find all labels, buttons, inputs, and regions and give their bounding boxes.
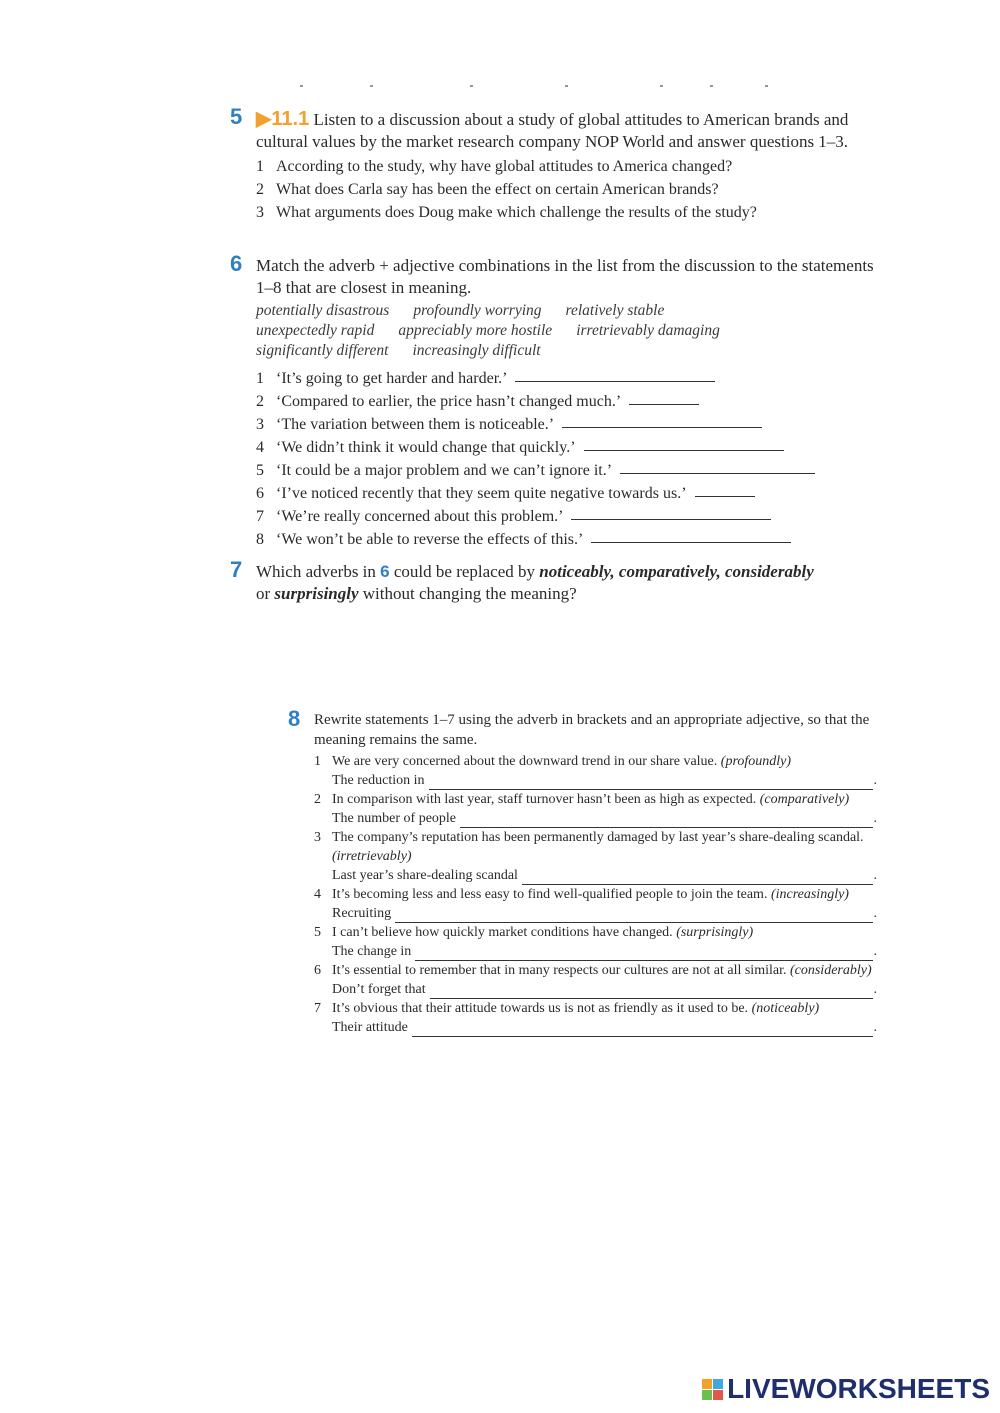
- full-stop: .: [873, 906, 877, 921]
- full-stop: .: [873, 944, 877, 959]
- word-row: [256, 321, 880, 341]
- question-item: [256, 178, 870, 201]
- full-stop: .: [873, 773, 877, 788]
- item-text: In comparison with last year, staff turnover hasn’t been as high as expected.: [332, 792, 757, 807]
- statement-number: 7: [256, 508, 264, 525]
- item-text: It’s obvious that their attitude towards us is not as friendly as it used to be.: [332, 1001, 749, 1016]
- item-body: [332, 923, 877, 961]
- cropped-text-remnant: [300, 85, 780, 91]
- item-body: [332, 752, 877, 790]
- item-number: 3: [314, 830, 321, 845]
- item-prompt: [332, 752, 877, 771]
- full-stop: .: [873, 1020, 877, 1035]
- full-stop: .: [873, 811, 877, 826]
- statement-number: 2: [256, 393, 264, 410]
- word-row: [256, 341, 880, 361]
- answer-blank[interactable]: [460, 815, 872, 828]
- statement-number: 5: [256, 462, 264, 479]
- exercise-6: [230, 251, 880, 551]
- answer-blank[interactable]: [395, 910, 872, 923]
- item-hint: (irretrievably): [332, 849, 412, 864]
- item-number: 2: [314, 792, 321, 807]
- statement-number: 3: [256, 416, 264, 433]
- statement-list: [230, 367, 880, 551]
- question-item: [256, 201, 870, 224]
- word-option: unexpectedly rapid: [256, 322, 375, 339]
- question-number: 1: [256, 158, 264, 175]
- item-number: 1: [314, 754, 321, 769]
- item-hint: (increasingly): [770, 887, 849, 902]
- statement-item: [256, 482, 880, 505]
- item-body: [332, 828, 877, 885]
- question-text: According to the study, why have global attitudes to America changed?: [276, 158, 733, 175]
- answer-line: [332, 866, 877, 885]
- word-option: significantly different: [256, 342, 389, 359]
- word-option: profoundly worrying: [413, 302, 542, 319]
- statement-text: ‘The variation between them is noticeable.’: [276, 416, 555, 433]
- question-number: 2: [256, 181, 264, 198]
- answer-lead: Don’t forget that: [332, 982, 426, 997]
- word-row: [256, 301, 880, 321]
- word-box: [256, 301, 880, 361]
- item-hint: (surprisingly): [676, 925, 754, 940]
- word-option: increasingly difficult: [412, 342, 541, 359]
- statement-number: 6: [256, 485, 264, 502]
- item-prompt: [332, 828, 877, 866]
- rewrite-list: [288, 752, 888, 1037]
- word-option: relatively stable: [565, 302, 665, 319]
- exercise-instruction: Match the adverb + adjective combinations in the list from the discussion to the statements 1–8 that are closest in meaning.: [256, 256, 874, 297]
- exercise-5: [230, 104, 870, 224]
- statement-item: [256, 528, 880, 551]
- item-text: It’s essential to remember that in many respects our cultures are not at all similar.: [332, 963, 787, 978]
- answer-line: [332, 904, 877, 923]
- statement-number: 4: [256, 439, 264, 456]
- item-hint: (considerably): [789, 963, 872, 978]
- statement-text: ‘It could be a major problem and we can’t ignore it.’: [276, 462, 613, 479]
- answer-line: [332, 1018, 877, 1037]
- exercise-instruction: ▶11.1 Listen to a discussion about a study of global attitudes to American brands and cultural values by the market research company NOP World and answer questions 1–3.: [256, 108, 849, 151]
- audio-track-label[interactable]: ▶11.1: [256, 108, 310, 130]
- full-stop: .: [873, 868, 877, 883]
- item-text: The company’s reputation has been permanently damaged by last year’s share-dealing scandal.: [332, 830, 864, 845]
- word-option: potentially disastrous: [256, 302, 390, 319]
- statement-item: [256, 413, 880, 436]
- answer-blank[interactable]: [591, 528, 791, 543]
- exercise-number: 5: [230, 104, 243, 129]
- statement-text: ‘It’s going to get harder and harder.’: [276, 370, 508, 387]
- item-prompt: [332, 961, 877, 980]
- statement-text: ‘We didn’t think it would change that quickly.’: [276, 439, 576, 456]
- exercise-number: 7: [230, 557, 243, 582]
- exercise-reference: 6: [380, 562, 390, 581]
- question-number: 3: [256, 204, 264, 221]
- answer-blank[interactable]: [430, 986, 873, 999]
- item-text: It’s becoming less and less easy to find well-qualified people to join the team.: [332, 887, 768, 902]
- answer-line: [332, 942, 877, 961]
- statement-item: [256, 505, 880, 528]
- answer-line: [332, 809, 877, 828]
- word-option: irretrievably damaging: [576, 322, 720, 339]
- answer-blank[interactable]: [571, 505, 771, 520]
- word-option: appreciably more hostile: [398, 322, 553, 339]
- statement-number: 1: [256, 370, 264, 387]
- answer-lead: The number of people: [332, 811, 457, 826]
- answer-blank[interactable]: [412, 1024, 873, 1037]
- item-body: [332, 885, 877, 923]
- answer-blank[interactable]: [629, 390, 699, 405]
- answer-blank[interactable]: [515, 367, 715, 382]
- exercise-8: [288, 706, 888, 1037]
- statement-text: ‘We’re really concerned about this problem.’: [276, 508, 564, 525]
- statement-text: ‘Compared to earlier, the price hasn’t changed much.’: [276, 393, 622, 410]
- item-hint: (comparatively): [759, 792, 850, 807]
- answer-blank[interactable]: [429, 777, 873, 790]
- answer-lead: Recruiting: [332, 906, 392, 921]
- item-prompt: [332, 790, 877, 809]
- item-hint: (profoundly): [720, 754, 792, 769]
- exercise-number: 6: [230, 251, 243, 276]
- answer-blank[interactable]: [522, 872, 873, 885]
- answer-lead: The reduction in: [332, 773, 425, 788]
- exercise-7: [230, 557, 830, 605]
- item-number: 7: [314, 1001, 321, 1016]
- item-body: [332, 999, 877, 1037]
- answer-lead: The change in: [332, 944, 412, 959]
- statement-text: ‘I’ve noticed recently that they seem quite negative towards us.’: [276, 485, 687, 502]
- statement-text: ‘We won’t be able to reverse the effects of this.’: [276, 531, 584, 548]
- item-number: 5: [314, 925, 321, 940]
- answer-blank[interactable]: [584, 436, 784, 451]
- liveworksheets-logo: [702, 1373, 990, 1405]
- full-stop: .: [873, 982, 877, 997]
- statement-item: [256, 390, 880, 413]
- item-number: 4: [314, 887, 321, 902]
- answer-blank[interactable]: [415, 948, 872, 961]
- question-item: [256, 155, 870, 178]
- exercise-number: 8: [288, 706, 301, 731]
- rewrite-item: [314, 828, 888, 885]
- item-text: I can’t believe how quickly market conditions have changed.: [332, 925, 673, 940]
- statement-number: 8: [256, 531, 264, 548]
- logo-text: LIVEWORKSHEETS: [727, 1373, 990, 1404]
- item-hint: (noticeably): [751, 1001, 820, 1016]
- rewrite-item: [314, 923, 888, 961]
- answer-lead: Last year’s share-dealing scandal: [332, 868, 518, 883]
- statement-item: [256, 459, 880, 482]
- item-prompt: [332, 999, 877, 1018]
- answer-lead: Their attitude: [332, 1020, 408, 1035]
- answer-blank[interactable]: [695, 482, 755, 497]
- answer-blank[interactable]: [620, 459, 815, 474]
- question-text: What does Carla say has been the effect on certain American brands?: [276, 181, 719, 198]
- exercise-instruction: Rewrite statements 1–7 using the adverb in brackets and an appropriate adjective, so that the meaning remains the same.: [314, 712, 870, 748]
- answer-blank[interactable]: [562, 413, 762, 428]
- exercise-instruction: Which adverbs in 6 could be replaced by noticeably, comparatively, considerably or surprisingly without changing the meaning?: [256, 562, 814, 603]
- rewrite-item: [314, 885, 888, 923]
- statement-item: [256, 367, 880, 390]
- rewrite-item: [314, 752, 888, 790]
- answer-line: [332, 980, 877, 999]
- item-body: [332, 961, 877, 999]
- statement-item: [256, 436, 880, 459]
- item-body: [332, 790, 877, 828]
- rewrite-item: [314, 999, 888, 1037]
- answer-line: [332, 771, 877, 790]
- logo-icon: [702, 1379, 723, 1400]
- item-prompt: [332, 923, 877, 942]
- rewrite-item: [314, 790, 888, 828]
- rewrite-item: [314, 961, 888, 999]
- item-number: 6: [314, 963, 321, 978]
- item-prompt: [332, 885, 877, 904]
- item-text: We are very concerned about the downward trend in our share value.: [332, 754, 718, 769]
- question-list: [230, 155, 870, 224]
- question-text: What arguments does Doug make which challenge the results of the study?: [276, 204, 757, 221]
